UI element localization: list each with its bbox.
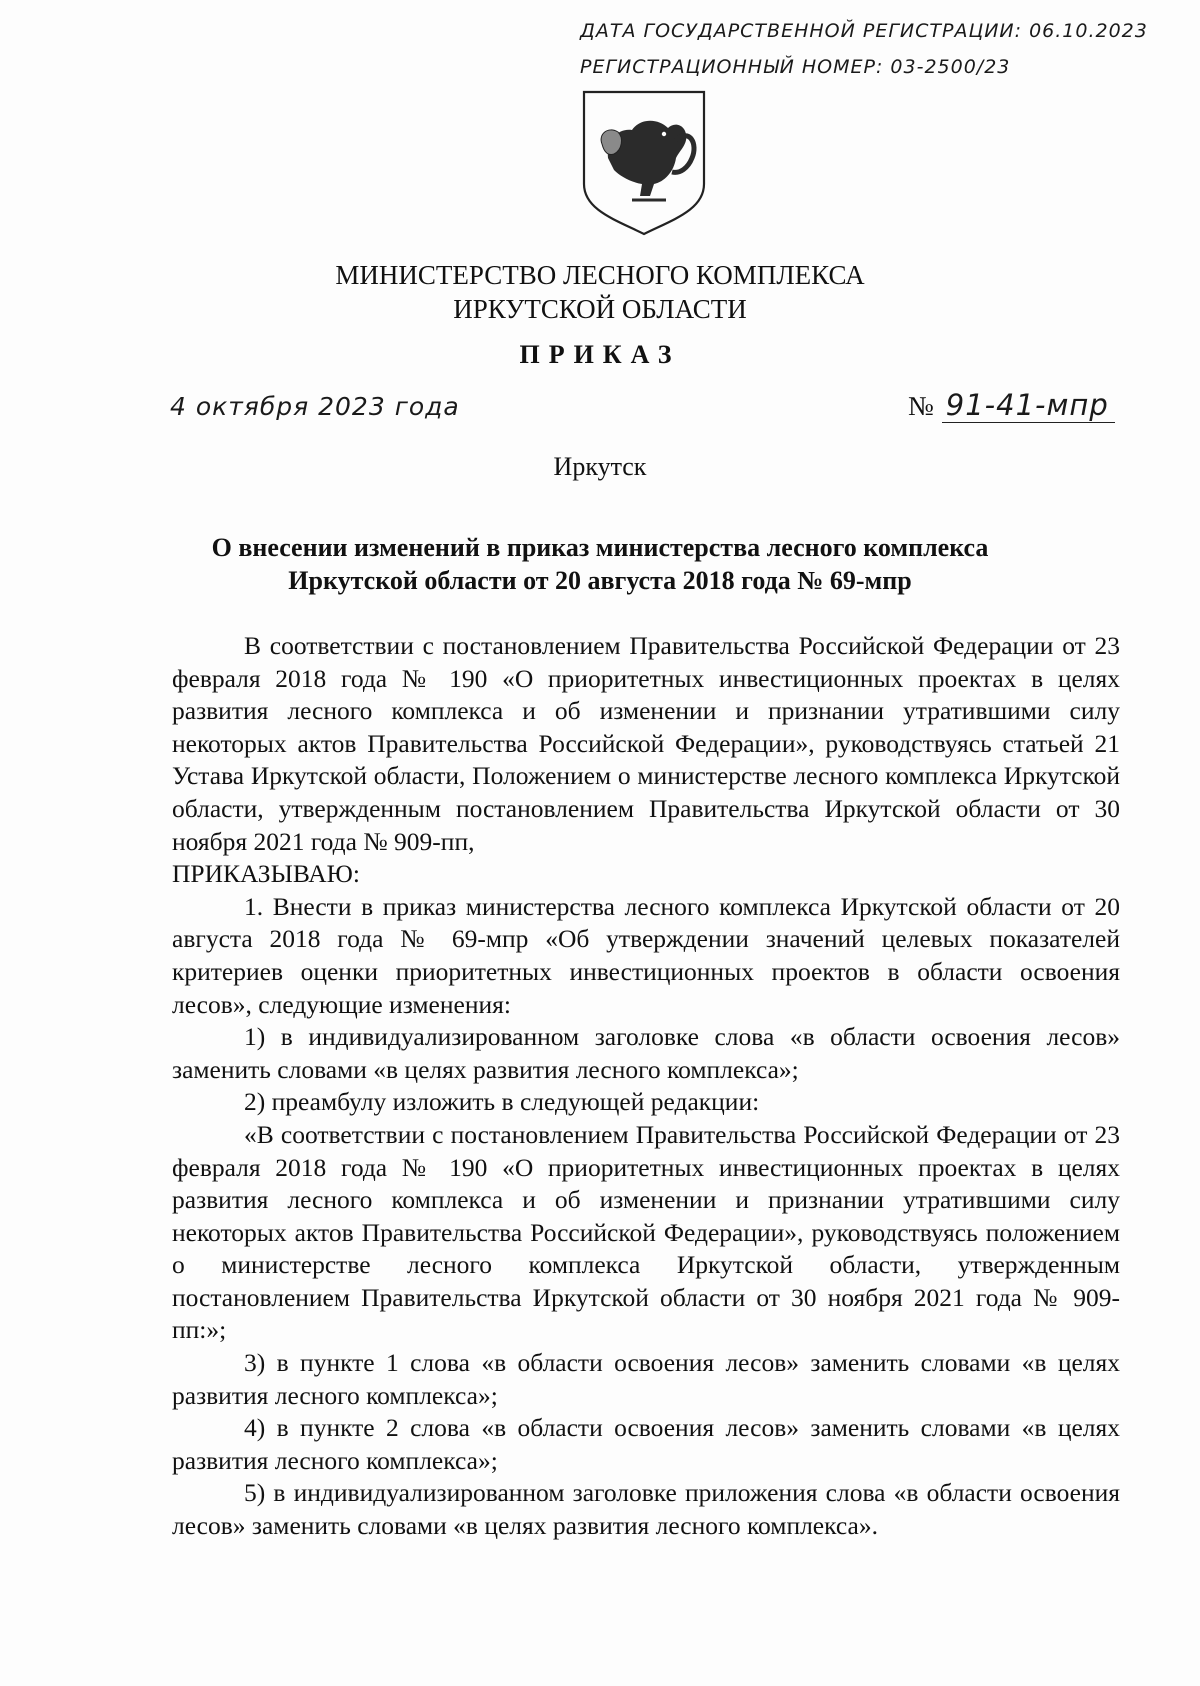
order-number: 91-41-мпр bbox=[942, 388, 1115, 423]
item-1-paragraph: 1. Внести в приказ министерства лесного комплекса Иркутской области от 20 августа 2018 года № 69-мпр «Об утверждении значений целевых показателей критериев оценки приоритетных инвестиционных проектов в области освоения лесов», следующие изменения: bbox=[172, 891, 1120, 1019]
number-sign: № bbox=[908, 391, 934, 421]
ministry-name-line-2: ИРКУТСКОЙ ОБЛАСТИ bbox=[453, 294, 747, 324]
order-date: 4 октября 2023 года bbox=[170, 392, 460, 421]
city: Иркутск bbox=[553, 452, 647, 481]
document-title-line-1: О внесении изменений в приказ министерства лесного комплекса bbox=[211, 533, 989, 562]
subitem-2-paragraph: 2) преамбулу изложить в следующей редакции: bbox=[244, 1087, 760, 1117]
subitem-1-paragraph: 1) в индивидуализированном заголовке слова «в области освоения лесов» заменить словами «в целях развития лесного комплекса»; bbox=[172, 1022, 1120, 1084]
subitem-4-paragraph: 4) в пункте 2 слова «в области освоения лесов» заменить словами «в целях развития лесного комплекса»; bbox=[172, 1413, 1120, 1475]
document-body bbox=[172, 630, 1120, 1543]
order-heading: ПРИКАЗ bbox=[519, 340, 681, 369]
order-number-block bbox=[908, 388, 1115, 423]
registration-number: РЕГИСТРАЦИОННЫЙ НОМЕР: 03-2500/23 bbox=[580, 56, 1011, 78]
preamble-paragraph: В соответствии с постановлением Правительства Российской Федерации от 23 февраля 2018 года № 190 «О приоритетных инвестиционных проектах в целях развития лесного комплекса и об изменении и признании утратившими силу некоторых актов Правительства Российской Федерации», руководствуясь статьей 21 Устава Иркутской области, Положением о министерстве лесного комплекса Иркутской области, утвержденным постановлением Правительства Иркутской области от 30 ноября 2021 года № 909-пп, bbox=[172, 631, 1120, 856]
subitem-3-paragraph: 3) в пункте 1 слова «в области освоения лесов» заменить словами «в целях развития лесного комплекса»; bbox=[172, 1348, 1120, 1410]
irkutsk-coat-of-arms-icon bbox=[580, 88, 708, 238]
subitem-5-paragraph: 5) в индивидуализированном заголовке приложения слова «в области освоения лесов» заменить словами «в целях развития лесного комплекса». bbox=[172, 1478, 1120, 1541]
order-word: ПРИКАЗЫВАЮ: bbox=[172, 859, 360, 889]
registration-date: ДАТА ГОСУДАРСТВЕННОЙ РЕГИСТРАЦИИ: 06.10.2023 bbox=[580, 20, 1148, 42]
quoted-preamble-paragraph: «В соответствии с постановлением Правительства Российской Федерации от 23 февраля 2018 года № 190 «О приоритетных инвестиционных проектах в целях развития лесного комплекса и об изменении и признании утратившими силу некоторых актов Правительства Российской Федерации», руководствуясь положением о министерстве лесного комплекса Иркутской области, утвержденным постановлением Правительства Иркутской области от 30 ноября 2021 года № 909-пп:»; bbox=[172, 1119, 1120, 1345]
ministry-name-line-1: МИНИСТЕРСТВО ЛЕСНОГО КОМПЛЕКСА bbox=[335, 260, 865, 290]
document-title-line-2: Иркутской области от 20 августа 2018 года № 69-мпр bbox=[288, 566, 912, 595]
